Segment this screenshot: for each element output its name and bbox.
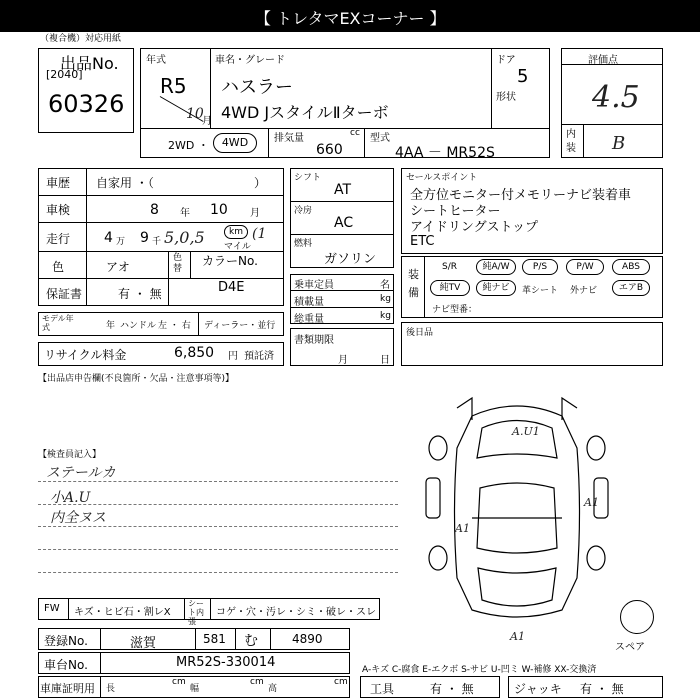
model-year-label: モデル年式	[42, 314, 74, 332]
damage-left: A1	[455, 522, 470, 535]
spare-label: スペア	[615, 642, 645, 653]
year-label: 年式	[146, 55, 166, 66]
mileage-sen: 9	[140, 230, 149, 246]
garage-cert-label: 車庫証明用	[40, 682, 95, 695]
chassis-label: 車台No.	[44, 658, 88, 672]
equip-r2-1	[430, 280, 470, 296]
equip-r2-2-label: 純ナビ	[482, 283, 510, 293]
equip-r1-5	[612, 259, 650, 275]
equip-r1-3	[522, 259, 558, 275]
equip-r1-2-label: 純A/W	[482, 262, 510, 272]
model-name: ハスラー	[221, 77, 293, 98]
inspection-month-unit: 月	[250, 208, 260, 219]
jack-value: 有 ・ 無	[580, 682, 624, 696]
sales-item-1: 全方位モニター付メモリーナビ装着車	[410, 188, 632, 203]
drive-2wd: 2WD ・	[168, 139, 209, 152]
handle-value: 左 ・ 右	[158, 321, 191, 331]
capacity-label: 乗車定員	[294, 280, 334, 291]
warranty-value: 有 ・ 無	[118, 287, 162, 301]
sales-item-2: シートヒーター	[410, 204, 501, 219]
displacement-unit: cc	[350, 128, 360, 138]
garage-wide: 幅	[190, 684, 200, 694]
model-grade: 4WD JスタイルⅡターボ	[221, 103, 389, 122]
mileage-man-unit: 万	[116, 237, 126, 247]
equip-r1-3-label: P/S	[532, 262, 548, 272]
load-label: 積載量	[294, 297, 324, 308]
color-label: 色	[52, 260, 65, 274]
history-value: 自家用 ・（	[96, 176, 154, 190]
displacement-value: 660	[316, 142, 343, 158]
doors-label: ドア	[496, 55, 516, 66]
color-value: アオ	[106, 260, 130, 274]
history-close: ）	[254, 176, 267, 190]
fw-label: FW	[44, 603, 60, 614]
shift-label: シフト	[294, 173, 322, 183]
model-label: 車名・グレード	[215, 55, 285, 66]
fuel-label: 燃料	[294, 239, 313, 249]
interior-value: B	[612, 133, 626, 154]
registration-label: 登録No.	[44, 634, 88, 648]
damage-rear: A1	[510, 630, 525, 643]
year-era: R5	[160, 74, 187, 98]
drive-4wd-circle	[213, 133, 257, 153]
equip-r1-4-label: P/W	[576, 262, 594, 272]
equip-r2-5	[612, 280, 650, 296]
color-change-label: 色替	[173, 253, 183, 274]
katashiki-value: 4AA － MR52S	[395, 145, 495, 161]
top-note: （複合機）対応用紙	[40, 34, 122, 44]
mileage-label: 走行	[46, 232, 71, 246]
recycle-deposit: 預託済	[244, 351, 274, 362]
mileage-man: 4	[104, 230, 113, 246]
recycle-value: 6,850	[174, 345, 215, 361]
equip-r1-5-label: ABS	[622, 262, 640, 272]
inspector-line-2: 小A.U	[50, 490, 91, 506]
tools-label: 工具	[370, 682, 395, 696]
equipment-label: 装備	[408, 268, 419, 299]
doc-period-unit: 月	[338, 355, 348, 366]
jack-label: ジャッキ	[514, 682, 562, 696]
car-trunk	[478, 568, 556, 606]
interior-label: 内装	[566, 129, 576, 154]
ac-label: 冷房	[294, 206, 313, 216]
inspector-line-1: ステールカ	[46, 465, 116, 481]
weight-unit: kg	[380, 311, 391, 321]
recycle-unit: 円	[228, 351, 238, 362]
mileage-sen-unit: 千	[152, 237, 162, 247]
garage-long-cm: cm	[172, 677, 186, 687]
score-value: 4.5	[592, 80, 640, 115]
garage-wide-cm: cm	[250, 677, 264, 687]
lot-label: 出品No.	[60, 54, 119, 73]
garage-high-cm: cm	[334, 677, 348, 687]
seat-label: シート内張	[188, 599, 204, 626]
inspection-year-unit: 年	[180, 208, 190, 219]
capacity-unit: 名	[380, 280, 390, 291]
fuel-value: ガソリン	[324, 252, 377, 267]
after-box	[401, 322, 663, 366]
inspector-label: 【検査員記入】	[38, 450, 102, 460]
navi-label: ナビ型番：	[432, 305, 478, 315]
shape-label: 形状	[496, 92, 516, 103]
weight-label: 総重量	[294, 314, 324, 325]
garage-long: 長	[106, 684, 116, 694]
drive-4wd: 4WD	[221, 136, 249, 149]
seat-items: コゲ・穴・汚レ・シミ・破レ・スレ	[216, 607, 376, 618]
recycle-label: リサイクル料金	[44, 348, 127, 362]
ac-value: AC	[334, 215, 354, 231]
inspector-line-3: 内全ヌス	[50, 510, 106, 526]
equip-r2-3: 革シート	[522, 286, 559, 296]
equip-r1-1: S/R	[442, 262, 457, 272]
equip-r2-2	[476, 280, 516, 296]
lot-small: [2040]	[46, 68, 83, 81]
warranty-label: 保証書	[46, 287, 83, 301]
sales-item-4: ETC	[410, 234, 435, 249]
equip-r1-2	[476, 259, 516, 275]
mileage-mile: マイル	[224, 242, 251, 252]
doc-period-label: 書類期限	[294, 335, 334, 346]
doc-period-unit2: 日	[380, 355, 390, 366]
equip-r1-4	[566, 259, 604, 275]
equip-r2-1-label: 純TV	[439, 283, 461, 293]
damage-legend: A-キズ C-腐食 E-エクボ S-サビ U-凹ミ W-補修 XX-交換済	[362, 665, 597, 675]
shift-value: AT	[334, 182, 352, 198]
mileage-mark: (1	[252, 226, 267, 242]
damage-front: A.U1	[512, 425, 540, 438]
inspection-label: 車検	[46, 203, 71, 217]
tools-value: 有 ・ 無	[430, 682, 474, 696]
year-month-unit: 月	[202, 116, 212, 127]
chassis-value: MR52S-330014	[176, 655, 276, 670]
mileage-km-circle	[224, 225, 248, 239]
lot-number: 60326	[48, 90, 125, 118]
sales-item-3: アイドリングストップ	[410, 220, 539, 235]
exhibitor-note: 【出品店申告欄(不良箇所・欠品・注意事項等)】	[38, 374, 235, 384]
registration-class: 581	[203, 632, 226, 646]
spare-tire-icon	[620, 600, 654, 634]
doors-value: 5	[517, 66, 529, 87]
registration-region: 滋賀	[130, 636, 157, 651]
registration-kana: む	[244, 633, 258, 649]
garage-high: 高	[268, 684, 278, 694]
equip-r2-4: 外ナビ	[570, 286, 598, 296]
history-label: 車歴	[46, 176, 71, 190]
mileage-handwritten: 5,0,5	[164, 228, 205, 247]
mileage-km: km	[229, 227, 243, 237]
score-label: 評価点	[588, 55, 618, 66]
color-no-value: D4E	[218, 280, 245, 295]
header-title: 【 トレタマEXコーナー 】	[255, 9, 446, 28]
color-no-label: カラーNo.	[202, 254, 258, 268]
model-year-unit: 年	[106, 321, 116, 331]
inspection-month: 10	[210, 202, 228, 218]
inspection-year: 8	[150, 202, 159, 218]
damage-right: A1	[584, 496, 599, 509]
katashiki-label: 型式	[370, 133, 390, 144]
load-unit: kg	[380, 294, 391, 304]
year-month: 10	[186, 106, 204, 122]
equip-r2-5-label: エアB	[618, 283, 644, 293]
handle-label: ハンドル	[120, 321, 157, 331]
registration-number: 4890	[292, 632, 323, 646]
displacement-label: 排気量	[274, 133, 304, 144]
sales-label: セールスポイント	[406, 173, 478, 183]
dealer-label: ディーラー・並行	[204, 321, 276, 331]
after-label: 後日品	[406, 328, 434, 338]
fw-items: キズ・ヒビ石・割レX	[74, 607, 171, 618]
